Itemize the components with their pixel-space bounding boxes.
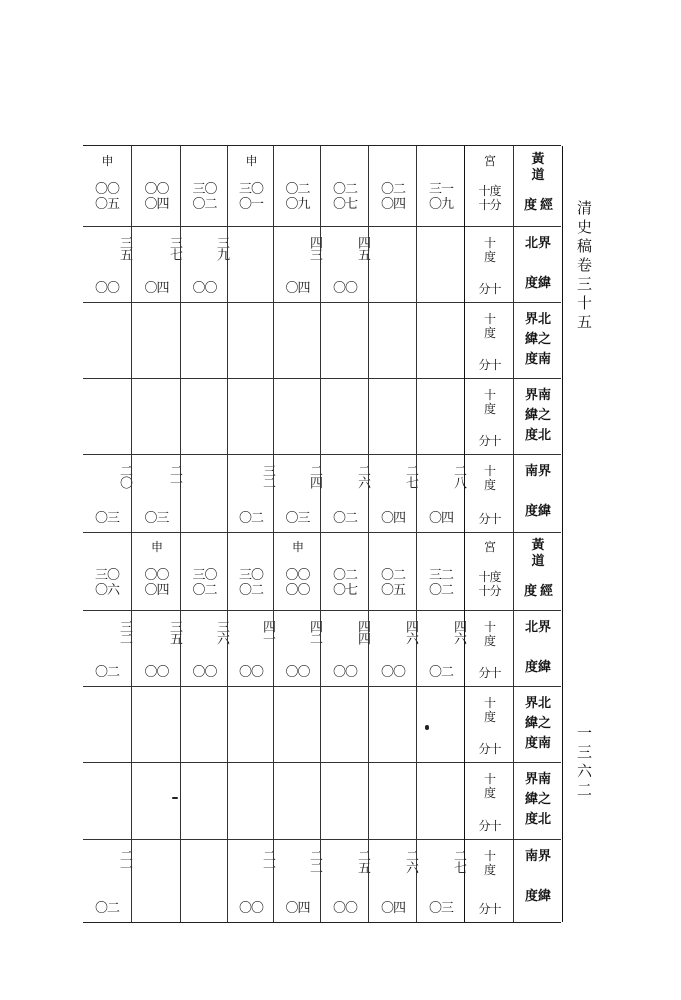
north-latitude-minutes: 〇〇 xyxy=(332,281,357,296)
unit-shi-du: 十度 xyxy=(478,184,501,198)
north-latitude-minutes: 〇〇 xyxy=(192,281,217,296)
table-cell xyxy=(131,454,181,532)
unit-cell xyxy=(464,302,514,378)
header-label: 北界 xyxy=(524,236,551,251)
south-latitude-minutes: 〇四 xyxy=(380,511,405,526)
north-latitude-minutes: 〇〇 xyxy=(238,665,263,680)
longitude-value: 三一〇九 xyxy=(428,182,453,212)
south-latitude-minutes: 〇〇 xyxy=(238,901,263,916)
table-cell xyxy=(131,686,181,762)
table-cell xyxy=(416,454,465,532)
south-latitude-minutes: 〇〇 xyxy=(332,901,357,916)
table-cell xyxy=(368,762,417,839)
header-label: 緯之 xyxy=(524,332,551,347)
longitude-value: 〇〇〇〇 xyxy=(285,568,310,598)
table-row xyxy=(83,839,561,922)
table-cell xyxy=(273,146,321,226)
header-label: 經 xyxy=(540,584,554,599)
table-cell xyxy=(320,686,369,762)
longitude-value: 〇〇〇四 xyxy=(144,568,169,598)
table-cell xyxy=(416,610,465,686)
header-label: 緯之 xyxy=(524,792,551,807)
south-latitude-degrees: 二二 xyxy=(307,849,322,873)
unit-du: 度 xyxy=(483,326,495,340)
header-label: 界南 xyxy=(524,772,551,787)
table-cell xyxy=(368,378,417,454)
star-mark: 申 xyxy=(101,154,113,168)
ink-dash xyxy=(172,797,178,799)
north-latitude-degrees: 四二 xyxy=(307,620,322,644)
south-latitude-degrees: 二七 xyxy=(451,849,466,873)
north-latitude-minutes: 〇四 xyxy=(144,281,169,296)
table-row xyxy=(83,302,561,379)
unit-shi-fen: 十分 xyxy=(478,198,501,212)
header-cell xyxy=(513,226,563,302)
table-cell xyxy=(273,454,321,532)
table-cell xyxy=(131,532,181,610)
north-latitude-minutes: 〇二 xyxy=(428,665,453,680)
table-cell xyxy=(273,378,321,454)
longitude-value: 三〇〇二 xyxy=(238,568,263,598)
table-cell xyxy=(131,146,181,226)
table-cell xyxy=(320,610,369,686)
unit-cell xyxy=(464,454,514,532)
table-cell xyxy=(368,302,417,378)
header-cell xyxy=(513,302,563,378)
star-mark: 申 xyxy=(150,540,162,554)
table-cell xyxy=(273,839,321,922)
table-cell xyxy=(320,454,369,532)
unit-shi: 十 xyxy=(483,236,495,250)
header-label: 界北 xyxy=(524,696,551,711)
table-cell xyxy=(180,378,228,454)
table-cell xyxy=(83,378,131,454)
header-cell xyxy=(513,839,563,922)
unit-fen-shi: 分十 xyxy=(478,666,501,680)
unit-fen-shi: 分十 xyxy=(478,902,501,916)
table-cell xyxy=(416,226,465,302)
south-latitude-minutes: 〇四 xyxy=(428,511,453,526)
north-latitude-minutes: 〇二 xyxy=(94,665,119,680)
south-latitude-degrees: 二一 xyxy=(167,464,182,488)
table-cell xyxy=(83,839,131,922)
unit-du: 度 xyxy=(483,402,495,416)
header-cell xyxy=(513,532,563,610)
table-cell xyxy=(416,378,465,454)
unit-cell xyxy=(464,146,514,226)
table-cell xyxy=(368,839,417,922)
page-number: 一三六二 xyxy=(575,725,593,801)
table-cell xyxy=(180,839,228,922)
table-cell xyxy=(416,839,465,922)
table-cell xyxy=(416,686,465,762)
header-label: 度緯 xyxy=(524,504,551,519)
table-cell xyxy=(227,454,274,532)
unit-cell xyxy=(464,686,514,762)
table-cell xyxy=(180,532,228,610)
table-cell xyxy=(131,226,181,302)
south-latitude-degrees: 三二 xyxy=(260,464,275,488)
unit-du: 度 xyxy=(483,863,495,877)
table-cell xyxy=(83,146,131,226)
table-cell xyxy=(273,532,321,610)
longitude-value: 〇二〇四 xyxy=(380,182,405,212)
north-latitude-minutes: 〇〇 xyxy=(192,665,217,680)
table-cell xyxy=(131,378,181,454)
unit-cell xyxy=(464,762,514,839)
unit-fen-shi: 分十 xyxy=(478,512,501,526)
north-latitude-minutes: 〇〇 xyxy=(285,665,310,680)
unit-gong: 宮 xyxy=(483,540,495,554)
table-cell xyxy=(320,839,369,922)
table-cell xyxy=(368,146,417,226)
unit-cell xyxy=(464,226,514,302)
longitude-value: 〇二〇九 xyxy=(285,182,310,212)
north-latitude-minutes: 〇〇 xyxy=(380,665,405,680)
unit-shi-du: 十度 xyxy=(478,570,501,584)
north-latitude-degrees: 四六 xyxy=(451,620,466,644)
unit-cell xyxy=(464,839,514,922)
header-label: 道 xyxy=(531,554,545,569)
unit-fen-shi: 分十 xyxy=(478,819,501,833)
unit-gong: 宮 xyxy=(483,154,495,168)
table-cell xyxy=(83,610,131,686)
table-row xyxy=(83,378,561,455)
north-latitude-degrees: 三七 xyxy=(167,236,182,260)
table-cell xyxy=(227,532,274,610)
table-cell xyxy=(131,762,181,839)
header-label: 南界 xyxy=(524,849,551,864)
ink-dot xyxy=(425,725,429,730)
south-latitude-minutes: 〇三 xyxy=(285,511,310,526)
north-latitude-minutes: 〇〇 xyxy=(144,665,169,680)
header-label: 緯之 xyxy=(524,408,551,423)
unit-shi: 十 xyxy=(483,464,495,478)
table-row xyxy=(83,226,561,303)
south-latitude-degrees: 二一 xyxy=(117,849,132,873)
longitude-value: 三〇〇一 xyxy=(238,182,263,212)
south-latitude-minutes: 〇三 xyxy=(428,901,453,916)
unit-cell xyxy=(464,532,514,610)
longitude-value: 〇〇〇四 xyxy=(144,182,169,212)
south-latitude-degrees: 二五 xyxy=(355,849,370,873)
star-catalog-table xyxy=(83,145,561,923)
longitude-value: 〇二〇七 xyxy=(332,182,357,212)
header-label: 度南 xyxy=(524,352,551,367)
north-latitude-minutes: 〇〇 xyxy=(332,665,357,680)
table-cell xyxy=(320,226,369,302)
unit-cell xyxy=(464,610,514,686)
table-row xyxy=(83,146,561,227)
table-cell xyxy=(227,226,274,302)
header-label: 北界 xyxy=(524,620,551,635)
header-label: 度北 xyxy=(524,812,551,827)
header-label: 度南 xyxy=(524,736,551,751)
table-cell xyxy=(320,146,369,226)
table-cell xyxy=(368,454,417,532)
header-label: 度緯 xyxy=(524,889,551,904)
table-cell xyxy=(368,686,417,762)
table-cell xyxy=(416,146,465,226)
table-cell xyxy=(83,302,131,378)
unit-shi: 十 xyxy=(483,620,495,634)
table-cell xyxy=(416,532,465,610)
header-cell xyxy=(513,762,563,839)
north-latitude-minutes: 〇四 xyxy=(285,281,310,296)
table-cell xyxy=(83,454,131,532)
table-cell xyxy=(180,146,228,226)
south-latitude-minutes: 〇二 xyxy=(238,511,263,526)
table-cell xyxy=(416,762,465,839)
table-cell xyxy=(180,302,228,378)
south-latitude-degrees: 二六 xyxy=(403,849,418,873)
table-cell xyxy=(368,532,417,610)
unit-shi: 十 xyxy=(483,312,495,326)
north-latitude-degrees: 三五 xyxy=(167,620,182,644)
table-cell xyxy=(273,302,321,378)
header-label: 黃 xyxy=(531,538,545,553)
header-label: 度 xyxy=(524,584,538,599)
south-latitude-degrees: 二八 xyxy=(451,464,466,488)
table-cell xyxy=(368,610,417,686)
header-cell xyxy=(513,146,563,226)
table-row xyxy=(83,532,561,611)
table-cell xyxy=(273,762,321,839)
north-latitude-degrees: 三六 xyxy=(214,620,229,644)
table-row xyxy=(83,610,561,687)
running-title: 清史稿卷三十五 xyxy=(575,200,593,333)
table-row xyxy=(83,454,561,533)
table-cell xyxy=(83,686,131,762)
south-latitude-minutes: 〇三 xyxy=(144,511,169,526)
unit-shi: 十 xyxy=(483,849,495,863)
longitude-value: 三二〇二 xyxy=(428,568,453,598)
table-cell xyxy=(368,226,417,302)
south-latitude-degrees: 二六 xyxy=(355,464,370,488)
table-cell xyxy=(83,226,131,302)
table-row xyxy=(83,762,561,840)
table-cell xyxy=(131,302,181,378)
longitude-value: 三〇〇二 xyxy=(192,568,217,598)
header-cell xyxy=(513,454,563,532)
north-latitude-degrees: 四五 xyxy=(355,236,370,260)
table-cell xyxy=(227,302,274,378)
header-label: 黃 xyxy=(531,152,545,167)
header-label: 南界 xyxy=(524,464,551,479)
table-cell xyxy=(180,762,228,839)
table-cell xyxy=(131,839,181,922)
header-label: 界南 xyxy=(524,388,551,403)
header-label: 度緯 xyxy=(524,276,551,291)
unit-fen-shi: 分十 xyxy=(478,282,501,296)
north-latitude-degrees: 三二 xyxy=(117,620,132,644)
table-cell xyxy=(320,762,369,839)
table-cell xyxy=(180,610,228,686)
table-cell xyxy=(273,610,321,686)
longitude-value: 〇〇〇五 xyxy=(94,182,119,212)
south-latitude-minutes: 〇二 xyxy=(332,511,357,526)
table-cell xyxy=(180,686,228,762)
header-label: 度 xyxy=(524,198,538,213)
unit-cell xyxy=(464,378,514,454)
south-latitude-degrees: 二七 xyxy=(403,464,418,488)
unit-shi: 十 xyxy=(483,696,495,710)
table-cell xyxy=(320,378,369,454)
north-latitude-minutes: 〇〇 xyxy=(94,281,119,296)
unit-fen-shi: 分十 xyxy=(478,742,501,756)
longitude-value: 〇二〇五 xyxy=(380,568,405,598)
header-label: 緯之 xyxy=(524,716,551,731)
unit-shi: 十 xyxy=(483,388,495,402)
header-cell xyxy=(513,610,563,686)
table-cell xyxy=(320,302,369,378)
south-latitude-degrees: 二〇 xyxy=(117,464,132,488)
longitude-value: 三〇〇六 xyxy=(94,568,119,598)
table-cell xyxy=(227,762,274,839)
north-latitude-degrees: 四一 xyxy=(260,620,275,644)
unit-fen-shi: 分十 xyxy=(478,358,501,372)
table-row xyxy=(83,686,561,763)
north-latitude-degrees: 三五 xyxy=(117,236,132,260)
table-cell xyxy=(320,532,369,610)
header-cell xyxy=(513,378,563,454)
table-cell xyxy=(227,378,274,454)
table-cell xyxy=(227,839,274,922)
table-cell xyxy=(180,226,228,302)
table-cell xyxy=(273,226,321,302)
table-cell xyxy=(227,146,274,226)
header-label: 經 xyxy=(540,198,554,213)
north-latitude-degrees: 四三 xyxy=(307,236,322,260)
unit-shi-fen: 十分 xyxy=(478,584,501,598)
unit-du: 度 xyxy=(483,634,495,648)
south-latitude-degrees: 二一 xyxy=(260,849,275,873)
unit-shi: 十 xyxy=(483,772,495,786)
north-latitude-degrees: 四六 xyxy=(403,620,418,644)
longitude-value: 〇二〇七 xyxy=(332,568,357,598)
header-label: 界北 xyxy=(524,312,551,327)
table-cell xyxy=(227,610,274,686)
longitude-value: 三〇〇二 xyxy=(192,182,217,212)
header-label: 度緯 xyxy=(524,660,551,675)
table-cell xyxy=(180,454,228,532)
unit-du: 度 xyxy=(483,250,495,264)
south-latitude-minutes: 〇四 xyxy=(285,901,310,916)
unit-fen-shi: 分十 xyxy=(478,434,501,448)
table-cell xyxy=(416,302,465,378)
star-mark: 申 xyxy=(291,540,303,554)
header-cell xyxy=(513,686,563,762)
table-cell xyxy=(83,532,131,610)
south-latitude-degrees: 二四 xyxy=(307,464,322,488)
north-latitude-degrees: 三九 xyxy=(214,236,229,260)
unit-du: 度 xyxy=(483,786,495,800)
table-cell xyxy=(227,686,274,762)
north-latitude-degrees: 四四 xyxy=(355,620,370,644)
south-latitude-minutes: 〇三 xyxy=(94,511,119,526)
header-label: 度北 xyxy=(524,428,551,443)
table-cell xyxy=(83,762,131,839)
south-latitude-minutes: 〇二 xyxy=(94,901,119,916)
unit-du: 度 xyxy=(483,710,495,724)
table-cell xyxy=(131,610,181,686)
unit-du: 度 xyxy=(483,478,495,492)
header-label: 道 xyxy=(531,168,545,183)
south-latitude-minutes: 〇四 xyxy=(380,901,405,916)
table-cell xyxy=(273,686,321,762)
star-mark: 申 xyxy=(245,154,257,168)
